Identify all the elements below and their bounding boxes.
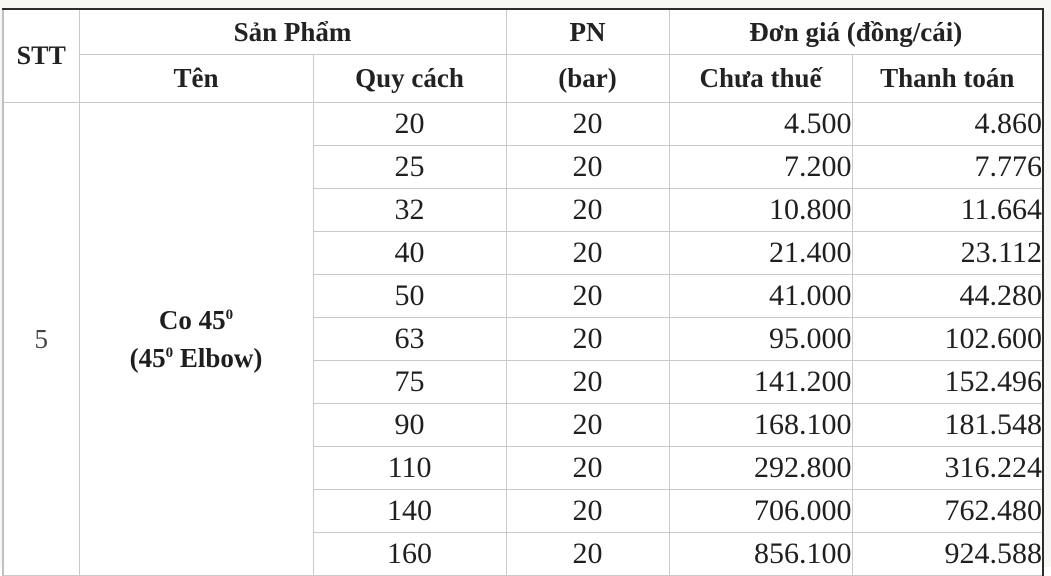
price-table — [2, 8, 1044, 576]
price-total-cell: 23.112 — [852, 232, 1043, 275]
header-quy-cach: Quy cách — [313, 55, 506, 103]
spec-cell: 63 — [313, 318, 506, 361]
pn-cell: 20 — [506, 533, 669, 576]
price-total-cell: 7.776 — [852, 146, 1043, 189]
spec-cell: 90 — [313, 404, 506, 447]
price-pre-tax-cell: 7.200 — [669, 146, 852, 189]
header-chua-thue: Chưa thuế — [669, 55, 852, 103]
price-pre-tax-cell: 10.800 — [669, 189, 852, 232]
price-pre-tax-cell: 141.200 — [669, 361, 852, 404]
product-name-en-open: (45 — [129, 343, 166, 373]
spec-cell: 110 — [313, 447, 506, 490]
pn-cell: 20 — [506, 404, 669, 447]
spec-cell: 75 — [313, 361, 506, 404]
pn-cell: 20 — [506, 490, 669, 533]
price-total-cell: 181.548 — [852, 404, 1043, 447]
spec-cell: 20 — [313, 103, 506, 146]
price-pre-tax-cell: 706.000 — [669, 490, 852, 533]
price-total-cell: 4.860 — [852, 103, 1043, 146]
price-pre-tax-cell: 4.500 — [669, 103, 852, 146]
table-row — [3, 103, 1043, 146]
pn-cell: 20 — [506, 275, 669, 318]
price-pre-tax-cell: 21.400 — [669, 232, 852, 275]
spec-cell: 40 — [313, 232, 506, 275]
price-total-cell: 152.496 — [852, 361, 1043, 404]
price-pre-tax-cell: 292.800 — [669, 447, 852, 490]
price-total-cell: 102.600 — [852, 318, 1043, 361]
degree-superscript: 0 — [225, 307, 234, 323]
spec-cell: 50 — [313, 275, 506, 318]
price-total-cell: 44.280 — [852, 275, 1043, 318]
header-don-gia: Đơn giá (đồng/cái) — [669, 9, 1043, 55]
spec-cell: 32 — [313, 189, 506, 232]
spec-cell: 25 — [313, 146, 506, 189]
spec-cell: 140 — [313, 490, 506, 533]
pn-cell: 20 — [506, 232, 669, 275]
price-pre-tax-cell: 168.100 — [669, 404, 852, 447]
stt-cell: 5 — [3, 103, 79, 576]
pn-cell: 20 — [506, 447, 669, 490]
price-total-cell: 762.480 — [852, 490, 1043, 533]
price-pre-tax-cell: 41.000 — [669, 275, 852, 318]
price-total-cell: 316.224 — [852, 447, 1043, 490]
pn-cell: 20 — [506, 318, 669, 361]
product-name-en-rest: Elbow) — [173, 343, 263, 373]
header-pn-unit: (bar) — [506, 55, 669, 103]
header-san-pham: Sản Phẩm — [79, 9, 506, 55]
price-pre-tax-cell: 95.000 — [669, 318, 852, 361]
header-thanh-toan: Thanh toán — [852, 55, 1043, 103]
pn-cell: 20 — [506, 361, 669, 404]
degree-superscript: 0 — [165, 345, 174, 361]
header-pn: PN — [506, 9, 669, 55]
pn-cell: 20 — [506, 189, 669, 232]
price-total-cell: 11.664 — [852, 189, 1043, 232]
header-row-2 — [3, 55, 1043, 103]
header-ten: Tên — [79, 55, 313, 103]
product-name-line-2 — [80, 339, 313, 377]
pn-cell: 20 — [506, 103, 669, 146]
pn-cell: 20 — [506, 146, 669, 189]
header-stt: STT — [3, 9, 79, 103]
product-name-line-1 — [80, 301, 313, 339]
price-pre-tax-cell: 856.100 — [669, 533, 852, 576]
product-name-text: Co 45 — [158, 305, 226, 335]
table-body — [3, 103, 1043, 576]
price-total-cell: 924.588 — [852, 533, 1043, 576]
spec-cell: 160 — [313, 533, 506, 576]
product-name-cell — [79, 103, 313, 576]
header-row-1 — [3, 9, 1043, 55]
